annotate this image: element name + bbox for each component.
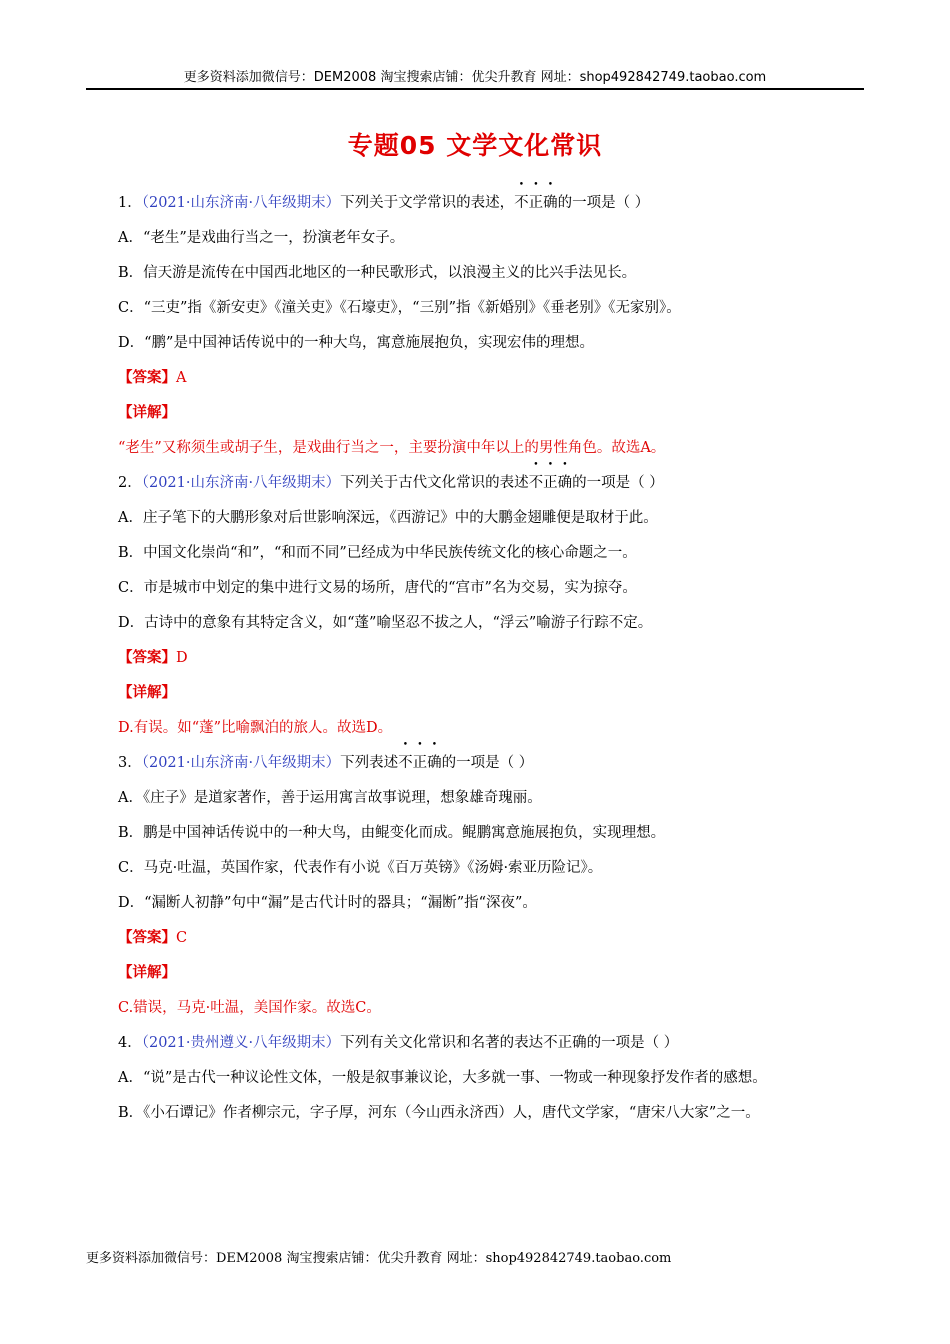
question-text: 下列有关文化常识和名著的表达不正确的一项是（ ） [340,1035,679,1051]
option-b: B．信天游是流传在中国西北地区的一种民歌形式，以浪漫主义的比兴手法见长。 [118,265,637,281]
page-header: 更多资料添加微信号：DEM2008 淘宝搜索店铺：优尖升教育 网址：shop492842749.taobao.com [183,70,767,85]
question-text: 的一项是（ ） [557,195,650,211]
question-text: 下列关于文学常识的表述， [340,195,515,211]
question-text: 下列关于古代文化常识的表述 [340,475,529,491]
detail-label: 【详解】 [118,684,176,701]
option-d: D．“漏断人初静”句中“漏”是古代计时的器具；“漏断”指“深夜”。 [118,895,537,911]
answer-label: 【答案】 [118,649,176,666]
header-divider [86,88,864,90]
question-source: （2021·山东济南·八年级期末） [141,755,341,771]
emphasis-char: 正 [528,195,544,211]
emphasis-char: 不 [528,475,544,491]
emphasis-char: 确 [543,195,558,211]
question-4-stem [118,1032,858,1067]
detail-text: D.有误。如“蓬”比喻飘泊的旅人。故选D。 [118,720,393,736]
question-1-stem [118,192,858,227]
question-number: 3． [118,755,142,771]
answer-line [118,367,858,402]
answer-value: A [176,370,187,386]
answer-value: D [176,650,188,666]
emphasis-char: 不 [514,195,529,211]
option-a: A．“说”是古代一种议论性文体，一般是叙事兼议论，大多就一事、一物或一种现象抒发作者的感想。 [118,1070,767,1086]
option-a: A．庄子笔下的大鹏形象对后世影响深远，《西游记》中的大鹏金翅雕便是取材于此。 [118,510,658,526]
detail-label: 【详解】 [118,404,176,421]
question-source: （2021·贵州遵义·八年级期末） [141,1035,341,1051]
option-b: B．中国文化崇尚“和”，“和而不同”已经成为中华民族传统文化的核心命题之一。 [118,545,637,561]
option-d: D．“鹏”是中国神话传说中的一种大鸟，寓意施展抱负，实现宏伟的理想。 [118,335,594,351]
detail-text: C.错误，马克·吐温，美国作家。故选C。 [118,1000,381,1016]
question-text: 的一项是（ ） [572,475,664,491]
option-c: C．“三吏”指《新安吏》《潼关吏》《石壕吏》，“三别”指《新婚别》《垂老别》《无家别》。 [118,300,681,316]
question-2-stem [118,472,858,507]
emphasis-char: 不 [398,755,413,771]
emphasis-char: 确 [557,475,573,491]
question-number: 2． [118,475,142,491]
answer-label: 【答案】 [118,929,176,946]
question-source: （2021·山东济南·八年级期末） [141,195,341,211]
document-body [118,192,858,1137]
emphasis-char: 正 [412,755,428,771]
option-d: D．古诗中的意象有其特定含义，如“蓬”喻坚忍不拔之人，“浮云”喻游子行踪不定。 [118,615,653,631]
option-a: A．“老生”是戏曲行当之一，扮演老年女子。 [118,230,405,246]
option-c: C．市是城市中划定的集中进行文易的场所，唐代的“宫市”名为交易，实为掠夺。 [118,580,637,596]
question-number: 4． [118,1035,142,1051]
answer-line [118,647,858,682]
detail-text: “老生”又称须生或胡子生，是戏曲行当之一，主要扮演中年以上的男性角色。故选A。 [118,440,666,456]
question-source: （2021·山东济南·八年级期末） [141,475,341,491]
answer-value: C [176,930,188,946]
question-text: 下列表述 [340,755,399,771]
option-c: C．马克·吐温，英国作家，代表作有小说《百万英镑》《汤姆·索亚历险记》。 [118,860,603,876]
option-a: A．《庄子》是道家著作，善于运用寓言故事说理，想象雄奇瑰丽。 [118,790,542,806]
option-b: B．《小石谭记》作者柳宗元，字子厚，河东（今山西永济西）人，唐代文学家，“唐宋八大家”之一。 [118,1105,760,1121]
answer-line [118,927,858,962]
question-3-stem [118,752,858,787]
page-footer: 更多资料添加微信号：DEM2008 淘宝搜索店铺：优尖升教育 网址：shop492842749.taobao.com [86,1251,672,1266]
answer-label: 【答案】 [118,369,176,386]
page-title: 专题05 文学文化常识 [347,131,603,160]
detail-label: 【详解】 [118,964,176,981]
emphasis-char: 确 [427,755,442,771]
question-number: 1． [118,195,142,211]
question-text: 的一项是（ ） [441,755,534,771]
emphasis-char: 正 [543,475,558,491]
option-b: B．鹏是中国神话传说中的一种大鸟，由鲲变化而成。鲲鹏寓意施展抱负，实现理想。 [118,825,666,841]
